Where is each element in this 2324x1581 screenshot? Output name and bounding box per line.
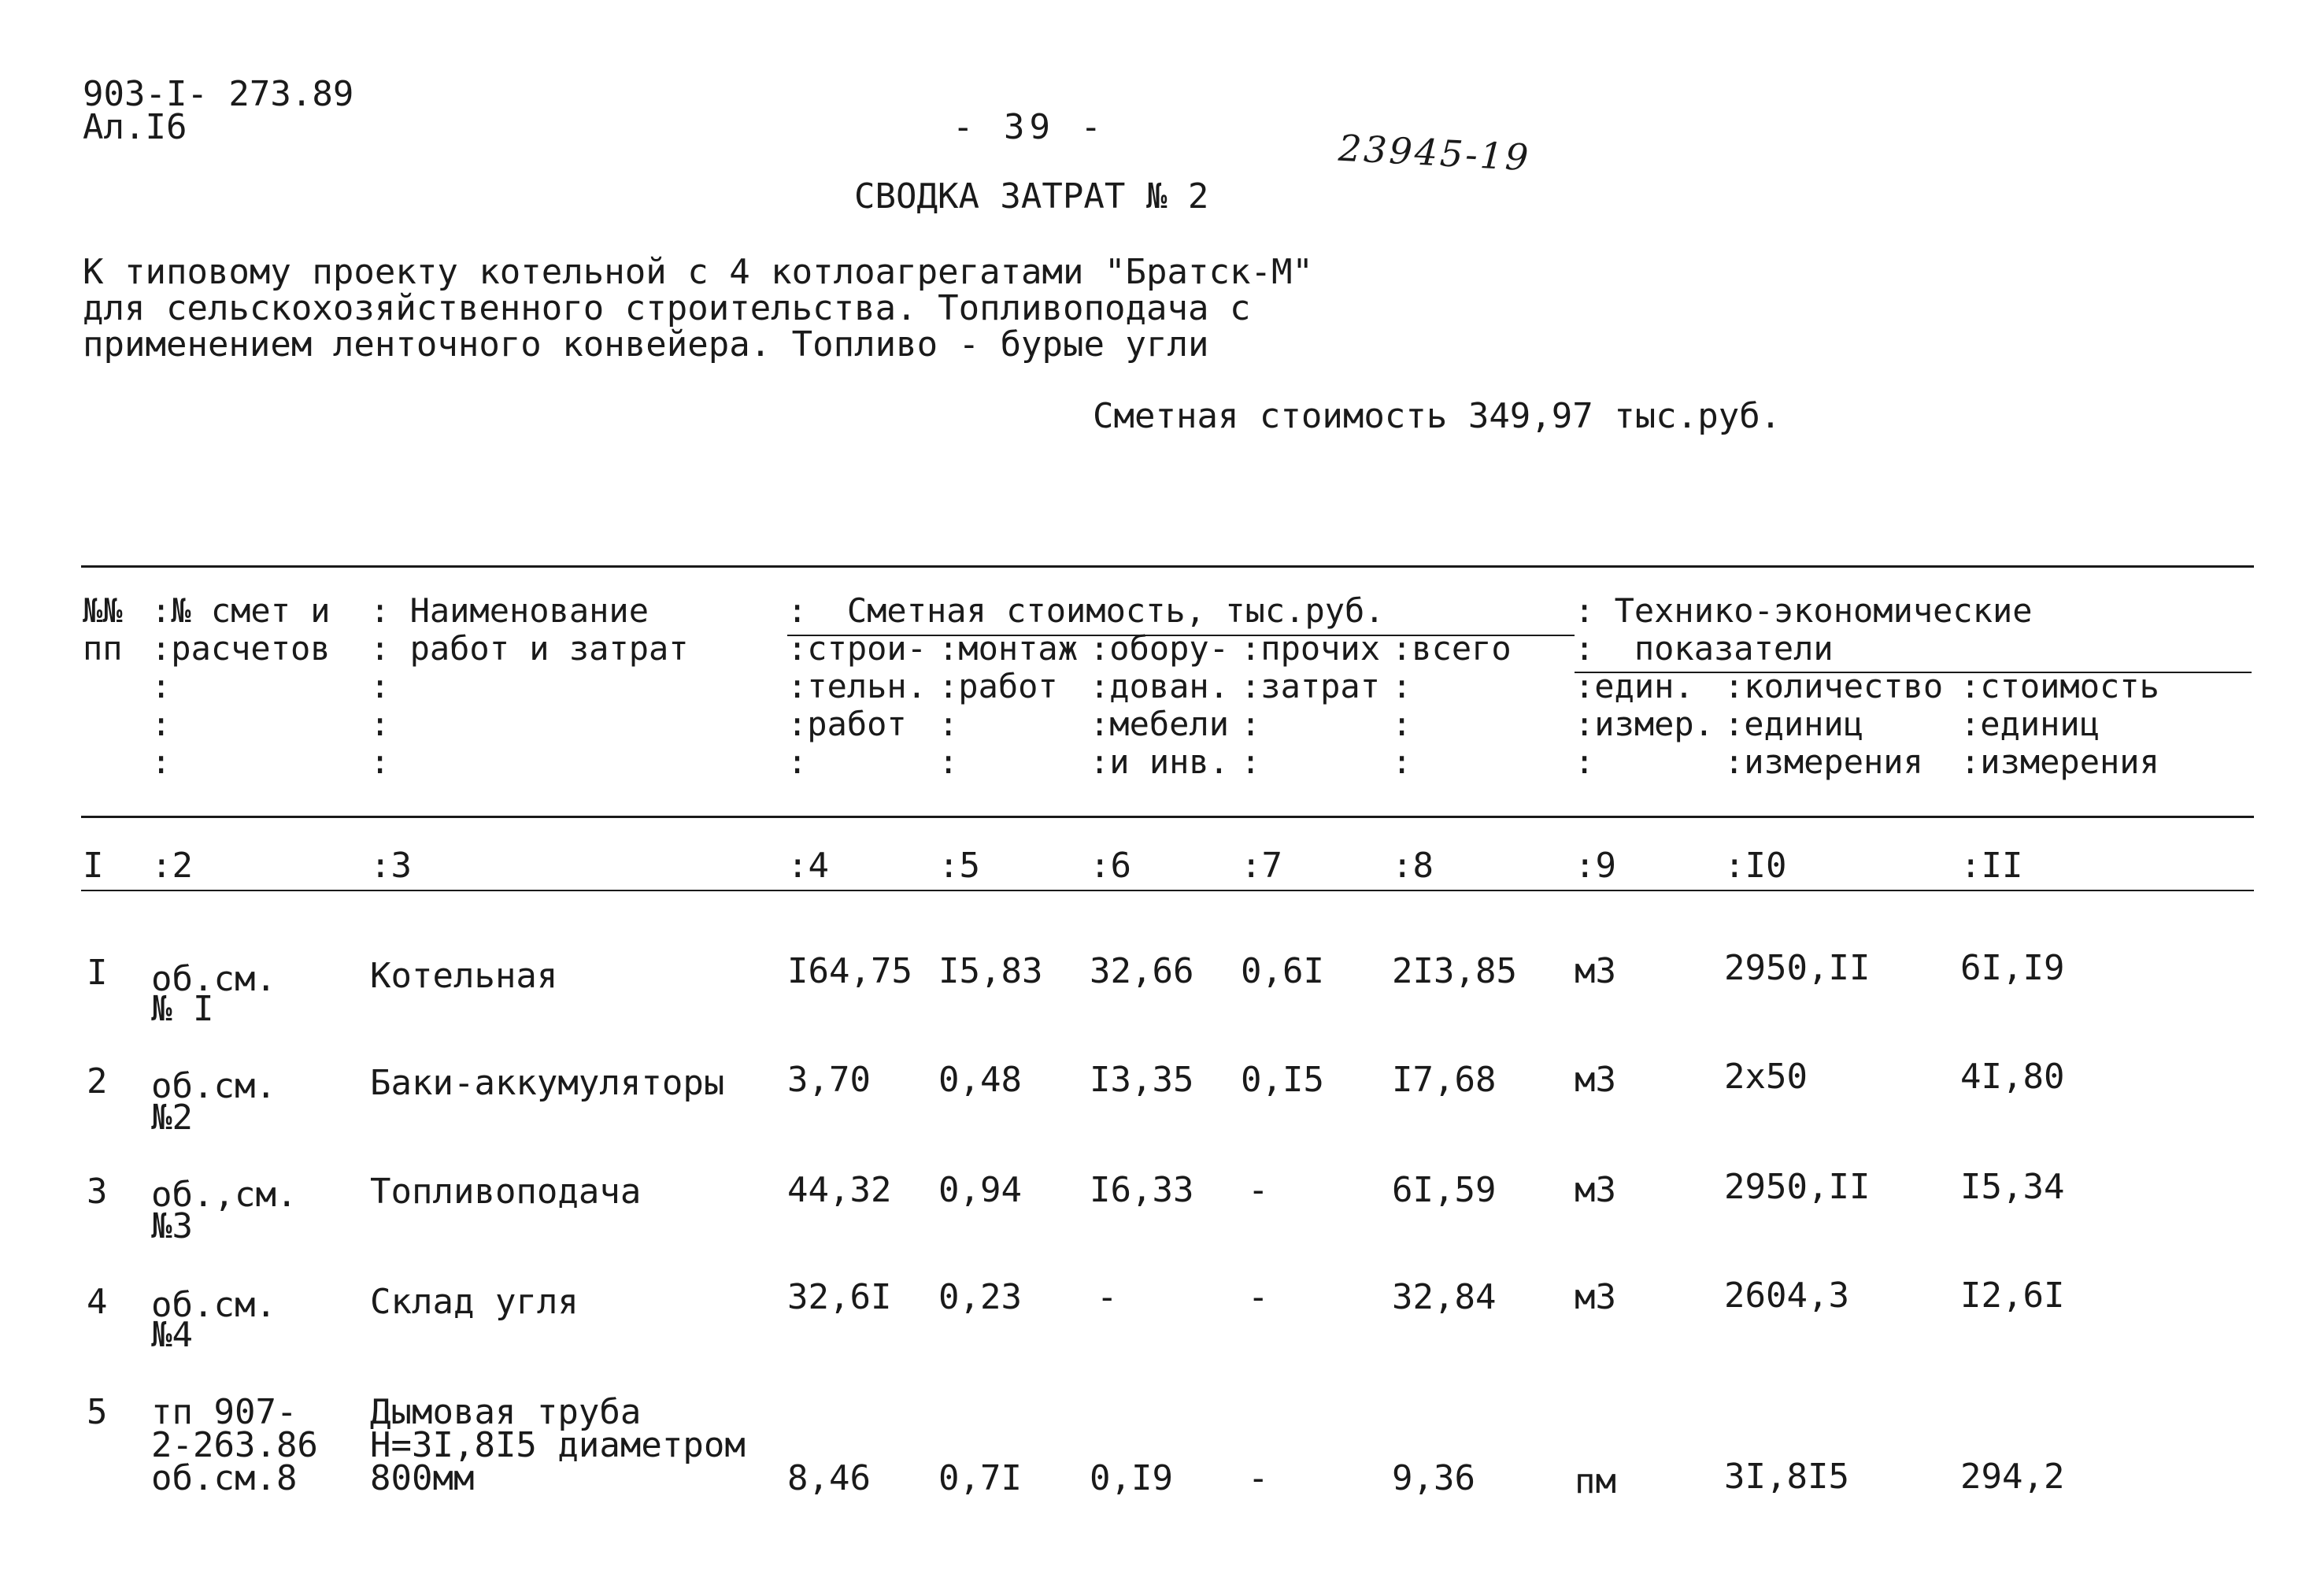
header-text: :: [151, 705, 172, 743]
header-text: :: [151, 742, 172, 781]
column-number: :II: [1960, 846, 2023, 886]
row-number: 3: [87, 1172, 108, 1212]
cell-other: -: [1248, 1277, 1269, 1317]
row-ref: об.см.: [151, 1285, 276, 1325]
header-text: :: [1392, 705, 1412, 743]
cell-equipment: -: [1097, 1277, 1118, 1317]
header-text: :: [1392, 667, 1412, 705]
cell-total: I7,68: [1392, 1060, 1497, 1100]
header-bottom-rule: [81, 816, 2254, 818]
row-ref: №2: [151, 1098, 193, 1138]
doc-code: 903-I- 273.89: [83, 74, 354, 114]
row-ref: об.см.: [151, 1066, 276, 1106]
table-top-rule: [81, 565, 2254, 568]
header-text: :един.: [1575, 667, 1694, 705]
row-ref: об.см.: [151, 959, 276, 999]
header-text: :стоимость: [1960, 667, 2159, 705]
cell-installation: 0,48: [938, 1060, 1022, 1100]
cell-construction: 8,46: [787, 1458, 871, 1498]
header-text: :: [1241, 705, 1261, 743]
cell-equipment: I3,35: [1090, 1060, 1194, 1100]
description-line-1: К типовому проекту котельной с 4 котлоагрегатами "Братск-М": [83, 252, 1313, 292]
header-text: :измерения: [1724, 742, 1923, 781]
cell-unit: м3: [1575, 1277, 1616, 1317]
header-text: пп: [83, 629, 123, 668]
header-text: : Наименование: [370, 591, 649, 630]
cell-other: -: [1248, 1170, 1269, 1210]
header-text: :: [787, 742, 808, 781]
cell-installation: 0,94: [938, 1170, 1022, 1210]
row-name: Котельная: [370, 956, 558, 996]
cell-unit-cost: 4I,80: [1960, 1057, 2065, 1097]
column-number: :I0: [1724, 846, 1787, 886]
cell-quantity: 2950,II: [1724, 1167, 1871, 1207]
cell-other: -: [1248, 1458, 1269, 1498]
cell-other: 0,I5: [1241, 1060, 1324, 1100]
cell-construction: 3,70: [787, 1060, 871, 1100]
row-number: 2: [87, 1061, 108, 1102]
estimate-total: Сметная стоимость 349,97 тыс.руб.: [1093, 396, 1782, 436]
header-text: :: [1392, 742, 1412, 781]
row-name: Баки-аккумуляторы: [370, 1063, 725, 1103]
header-text: :измерения: [1960, 742, 2159, 781]
header-text: :всего: [1392, 629, 1512, 668]
column-number: :3: [370, 846, 412, 886]
row-ref: №3: [151, 1206, 193, 1246]
header-text: :обору-: [1090, 629, 1230, 668]
cell-quantity: 2х50: [1724, 1057, 1808, 1097]
column-number: :7: [1241, 846, 1282, 886]
header-text: :количество: [1724, 667, 1944, 705]
cell-unit-cost: 6I,I9: [1960, 948, 2065, 988]
description-line-3: применением ленточного конвейера. Топливо - бурые угли: [83, 324, 1209, 365]
row-name: 800мм: [370, 1458, 475, 1498]
column-numbers-rule: [81, 890, 2254, 891]
header-text: :№ смет и: [151, 591, 331, 630]
header-tech-group-line2: : показатели: [1575, 629, 1834, 668]
row-ref: об.,см.: [151, 1175, 298, 1215]
cell-total: 2I3,85: [1392, 951, 1517, 991]
header-text: :: [370, 742, 390, 781]
header-text: :измер.: [1575, 705, 1715, 743]
column-number: I: [83, 846, 104, 886]
header-text: :работ: [787, 705, 907, 743]
cell-unit-cost: I2,6I: [1960, 1276, 2065, 1316]
row-ref: тп 907-: [151, 1392, 298, 1432]
cell-construction: 32,6I: [787, 1277, 892, 1317]
column-number: :6: [1090, 846, 1131, 886]
header-text: :затрат: [1241, 667, 1381, 705]
column-number: :4: [787, 846, 829, 886]
header-text: :прочих: [1241, 629, 1381, 668]
header-text: :дован.: [1090, 667, 1230, 705]
header-text: :монтаж: [938, 629, 1079, 668]
cell-construction: 44,32: [787, 1170, 892, 1210]
cell-unit: м3: [1575, 951, 1616, 991]
cell-installation: 0,7I: [938, 1458, 1022, 1498]
header-text: :: [370, 667, 390, 705]
row-name: Топливоподача: [370, 1172, 642, 1212]
header-text: :: [1241, 742, 1261, 781]
cell-unit-cost: I5,34: [1960, 1167, 2065, 1207]
cell-installation: 0,23: [938, 1277, 1022, 1317]
page-title: СВОДКА ЗАТРАТ № 2: [854, 176, 1209, 217]
cell-construction: I64,75: [787, 951, 912, 991]
page-number: - 39 -: [953, 107, 1106, 147]
description-line-2: для сельскохозяйственного строительства. Топливоподача с: [83, 288, 1251, 328]
header-text: :: [151, 667, 172, 705]
cell-unit: м3: [1575, 1170, 1616, 1210]
cell-equipment: I6,33: [1090, 1170, 1194, 1210]
header-text: :: [938, 705, 959, 743]
row-number: I: [87, 953, 108, 993]
header-text: :тельн.: [787, 667, 927, 705]
header-text: :мебели: [1090, 705, 1230, 743]
handwritten-registration-number: 23945-19: [1337, 126, 1532, 180]
column-number: :8: [1392, 846, 1434, 886]
cell-total: 6I,59: [1392, 1170, 1497, 1210]
header-text: :единиц: [1724, 705, 1864, 743]
cell-quantity: 2604,3: [1724, 1276, 1849, 1316]
doc-sheet: Ал.I6: [83, 107, 187, 147]
row-ref: 2-263.86: [151, 1425, 318, 1465]
column-number: :9: [1575, 846, 1616, 886]
cell-unit: пм: [1575, 1461, 1616, 1501]
header-text: :строи-: [787, 629, 927, 668]
header-text: :работ: [938, 667, 1058, 705]
header-text: :: [370, 705, 390, 743]
cell-installation: I5,83: [938, 951, 1043, 991]
row-ref: №4: [151, 1315, 193, 1355]
cell-quantity: 3I,8I5: [1724, 1457, 1849, 1497]
cell-total: 9,36: [1392, 1458, 1475, 1498]
row-name: Склад угля: [370, 1282, 579, 1322]
cell-unit-cost: 294,2: [1960, 1457, 2065, 1497]
cell-equipment: 0,I9: [1090, 1458, 1173, 1498]
header-cost-group: : Сметная стоимость, тыс.руб.: [787, 591, 1385, 630]
header-text: :: [938, 742, 959, 781]
row-number: 4: [87, 1282, 108, 1322]
header-text: :расчетов: [151, 629, 331, 668]
header-text: : работ и затрат: [370, 629, 689, 668]
header-text: :единиц: [1960, 705, 2100, 743]
header-tech-group: : Технико-экономические: [1575, 591, 2033, 630]
cell-quantity: 2950,II: [1724, 948, 1871, 988]
cell-unit: м3: [1575, 1060, 1616, 1100]
row-ref: об.см.8: [151, 1458, 298, 1498]
row-name: Н=3I,8I5 диаметром: [370, 1425, 746, 1465]
cell-equipment: 32,66: [1090, 951, 1194, 991]
row-name: Дымовая труба: [370, 1392, 642, 1432]
header-text: :: [1575, 742, 1595, 781]
row-number: 5: [87, 1392, 108, 1432]
column-number: :5: [938, 846, 980, 886]
header-text: №№: [83, 591, 123, 630]
cell-other: 0,6I: [1241, 951, 1324, 991]
cell-total: 32,84: [1392, 1277, 1497, 1317]
row-ref: № I: [151, 989, 214, 1029]
header-text: :и инв.: [1090, 742, 1230, 781]
column-number: :2: [151, 846, 193, 886]
